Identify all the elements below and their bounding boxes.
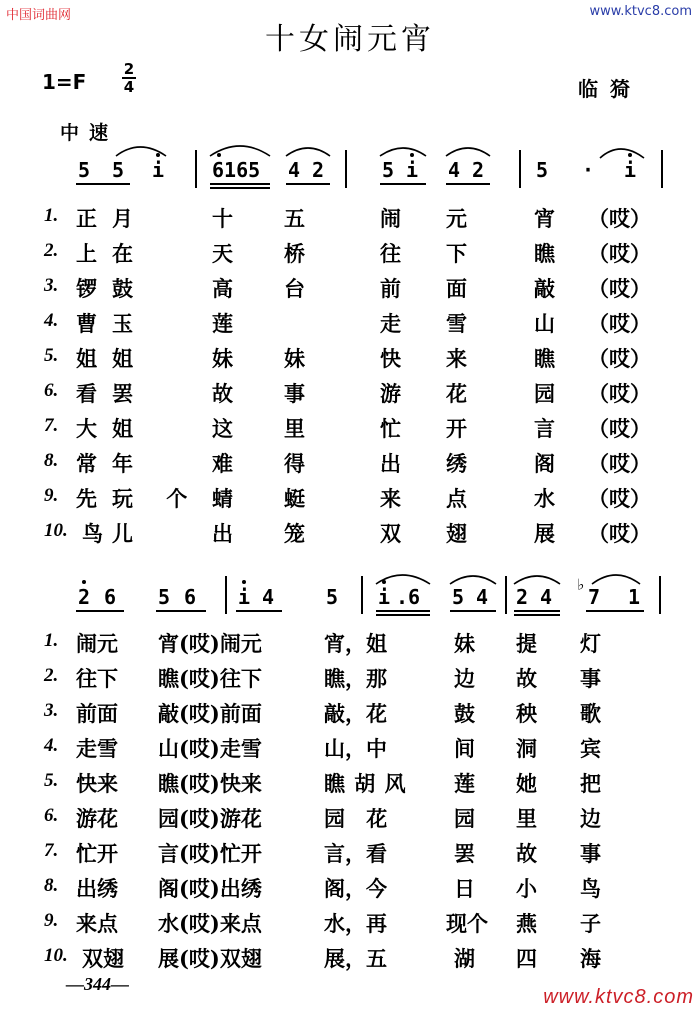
lyric: 歌 bbox=[580, 701, 601, 726]
verse-number: 8. bbox=[44, 450, 59, 471]
lyric: 边 bbox=[580, 806, 601, 831]
lyric: （哎） bbox=[588, 486, 651, 511]
lyric: （哎） bbox=[588, 416, 651, 441]
lyric: 正 bbox=[76, 206, 97, 231]
note: 5 bbox=[158, 585, 171, 609]
lyric: 鸟 bbox=[580, 876, 601, 901]
lyric: 事 bbox=[284, 381, 305, 406]
lyric: 事 bbox=[580, 666, 601, 691]
lyric: 罢 bbox=[454, 841, 475, 866]
lyric: 上 bbox=[76, 241, 97, 266]
time-signature-bottom: 4 bbox=[123, 78, 135, 96]
lyric: 笼 bbox=[284, 521, 305, 546]
lyric: 敲(哎)前面 bbox=[158, 701, 262, 726]
verse-number: 10. bbox=[44, 945, 68, 966]
lyric: 妹 bbox=[284, 346, 305, 371]
lyric: 把 bbox=[580, 771, 601, 796]
lyric: 园(哎)游花 bbox=[158, 806, 262, 831]
lyric: 出 bbox=[380, 451, 401, 476]
watermark-bottom-right[interactable]: www.ktvc8.com bbox=[543, 986, 694, 1008]
lyric: 往 bbox=[380, 241, 401, 266]
verse-number: 10. bbox=[44, 520, 68, 541]
lyric: 边 bbox=[454, 666, 475, 691]
lyric: 鼓 bbox=[454, 701, 475, 726]
lyric: 妹 bbox=[454, 631, 475, 656]
lyric: 出绣 bbox=[76, 876, 118, 901]
lyric: 这 bbox=[212, 416, 233, 441]
lyric: 雪 bbox=[446, 311, 467, 336]
note: 2 bbox=[312, 158, 325, 182]
note: 5 bbox=[452, 585, 465, 609]
lyric: 桥 bbox=[284, 241, 305, 266]
verse-number: 9. bbox=[44, 910, 59, 931]
lyric: 阁 bbox=[534, 451, 555, 476]
lyric: 故 bbox=[516, 666, 537, 691]
tempo-marking: 中速 bbox=[60, 122, 119, 144]
lyric: 敲 bbox=[534, 276, 555, 301]
note: 1 bbox=[628, 585, 641, 609]
lyric: 宵，姐 bbox=[324, 631, 387, 656]
lyric: 小 bbox=[516, 876, 537, 901]
lyric: 游花 bbox=[76, 806, 118, 831]
note: i bbox=[152, 158, 165, 182]
verse-number: 1. bbox=[44, 205, 59, 226]
lyric: 翅 bbox=[446, 521, 467, 546]
lyric: 天 bbox=[212, 241, 233, 266]
lyric: 台 bbox=[284, 276, 305, 301]
note: 7 bbox=[588, 585, 601, 609]
lyric: 园 bbox=[534, 381, 555, 406]
lyric: 闹元 bbox=[76, 631, 118, 656]
lyric: 来 bbox=[380, 486, 401, 511]
note: 4 bbox=[448, 158, 461, 182]
lyric: 园 花 bbox=[324, 806, 388, 831]
lyric: 来点 bbox=[76, 911, 118, 936]
verse-number: 3. bbox=[44, 275, 59, 296]
lyric: 瞧 bbox=[534, 241, 555, 266]
verse-number: 1. bbox=[44, 630, 59, 651]
lyric: 前面 bbox=[76, 701, 118, 726]
lyric: 敲，花 bbox=[324, 701, 387, 726]
lyric: 月 bbox=[112, 206, 133, 231]
notation-line-2 bbox=[76, 575, 660, 615]
lyric: 儿 bbox=[112, 521, 133, 546]
lyric: 双翅 bbox=[82, 946, 124, 971]
note: 4 bbox=[476, 585, 489, 609]
lyric: 四 bbox=[516, 946, 537, 971]
lyric: 蜓 bbox=[284, 486, 305, 511]
lyric: 开 bbox=[446, 416, 467, 441]
lyric: 宾 bbox=[580, 736, 601, 761]
lyric: 面 bbox=[446, 276, 467, 301]
lyric: 十 bbox=[212, 206, 233, 231]
verse-number: 5. bbox=[44, 345, 59, 366]
lyric: （哎） bbox=[588, 451, 651, 476]
lyric: 往下 bbox=[76, 666, 118, 691]
verse-number: 2. bbox=[44, 665, 59, 686]
lyric: 莲 bbox=[454, 771, 475, 796]
lyric: 绣 bbox=[446, 451, 467, 476]
lyric: 现个 bbox=[446, 911, 488, 936]
lyric: 看 bbox=[76, 381, 97, 406]
lyric: （哎） bbox=[588, 276, 651, 301]
verse-number: 6. bbox=[44, 805, 59, 826]
lyric: 日 bbox=[454, 876, 475, 901]
lyric: 先 bbox=[76, 486, 97, 511]
note: · bbox=[582, 158, 595, 182]
lyric: 难 bbox=[212, 451, 233, 476]
note: 4 bbox=[262, 585, 275, 609]
lyric: 点 bbox=[446, 486, 467, 511]
lyric: 子 bbox=[580, 911, 601, 936]
lyric: 妹 bbox=[212, 346, 233, 371]
lyric: 罢 bbox=[112, 381, 133, 406]
lyric: 言，看 bbox=[324, 841, 387, 866]
watermark-left: 中国词曲网 bbox=[6, 8, 72, 23]
song-title: 十女闹元宵 bbox=[265, 22, 435, 57]
note: 2 bbox=[78, 585, 91, 609]
time-signature-top: 2 bbox=[123, 60, 135, 78]
lyric: 玩 个 bbox=[112, 486, 188, 511]
lyric: 言 bbox=[534, 416, 555, 441]
lyric: 里 bbox=[284, 416, 305, 441]
note: 6 bbox=[104, 585, 117, 609]
lyric: 提 bbox=[516, 631, 537, 656]
lyric: 姐 bbox=[112, 346, 133, 371]
lyric: 游 bbox=[380, 381, 401, 406]
lyric: 快 bbox=[380, 346, 401, 371]
lyric: 她 bbox=[516, 771, 537, 796]
lyric: 瞧 bbox=[534, 346, 555, 371]
lyric: 水(哎)来点 bbox=[158, 911, 262, 936]
lyric: （哎） bbox=[588, 521, 651, 546]
note: 5 bbox=[78, 158, 91, 182]
lyric: 走 bbox=[380, 311, 401, 336]
lyric: 园 bbox=[454, 806, 475, 831]
page-number: —344— bbox=[66, 974, 129, 994]
lyric: 宵 bbox=[534, 206, 555, 231]
lyric: 故 bbox=[212, 381, 233, 406]
lyric: 出 bbox=[212, 521, 233, 546]
lyric: 海 bbox=[580, 946, 601, 971]
note: 4 bbox=[288, 158, 301, 182]
lyric: 洞 bbox=[516, 736, 537, 761]
note: 4 bbox=[540, 585, 553, 609]
note: i bbox=[624, 158, 637, 182]
lyric: （哎） bbox=[588, 311, 651, 336]
verse-number: 8. bbox=[44, 875, 59, 896]
lyric: 间 bbox=[454, 736, 475, 761]
lyric: 莲 bbox=[212, 311, 233, 336]
lyric: 秧 bbox=[516, 701, 537, 726]
lyric: 曹 bbox=[76, 311, 97, 336]
lyric: 展(哎)双翅 bbox=[158, 946, 262, 971]
flat-sign: ♭ bbox=[576, 575, 586, 594]
lyric: 展，五 bbox=[324, 946, 387, 971]
note: 5 bbox=[112, 158, 125, 182]
lyric: 灯 bbox=[580, 631, 601, 656]
note: 5 bbox=[536, 158, 549, 182]
lyric: 瞧(哎)快来 bbox=[158, 771, 262, 796]
note: i bbox=[238, 585, 251, 609]
lyric: 山 bbox=[534, 311, 555, 336]
lyric: 宵(哎)闹元 bbox=[158, 631, 262, 656]
lyric: （哎） bbox=[588, 381, 651, 406]
lyric: 姐 bbox=[76, 346, 97, 371]
lyric: 山，中 bbox=[324, 736, 387, 761]
lyric: 走雪 bbox=[76, 736, 118, 761]
note: 5 bbox=[382, 158, 395, 182]
lyric: 展 bbox=[534, 521, 555, 546]
lyric: 事 bbox=[580, 841, 601, 866]
lyric: 玉 bbox=[112, 311, 133, 336]
note: 6165 bbox=[212, 158, 261, 182]
lyric: 大 bbox=[76, 416, 97, 441]
lyric: 下 bbox=[446, 241, 467, 266]
verse-number: 7. bbox=[44, 840, 59, 861]
lyric: 水，再 bbox=[324, 911, 387, 936]
lyric: 高 bbox=[212, 276, 233, 301]
note: i bbox=[406, 158, 419, 182]
lyric: 阁(哎)出绣 bbox=[158, 876, 262, 901]
lyric: 鸟 bbox=[82, 521, 103, 546]
key-signature: 1=F bbox=[42, 70, 87, 94]
lyric: 双 bbox=[380, 521, 401, 546]
lyric: 在 bbox=[112, 241, 133, 266]
lyric: 常 bbox=[76, 451, 97, 476]
lyric: 湖 bbox=[454, 946, 475, 971]
lyric: 阁，今 bbox=[324, 876, 387, 901]
note: 2 bbox=[472, 158, 485, 182]
lyric: 快来 bbox=[76, 771, 118, 796]
lyric: 锣 bbox=[76, 276, 97, 301]
verse-number: 6. bbox=[44, 380, 59, 401]
lyric: 水 bbox=[534, 486, 555, 511]
lyric: 来 bbox=[446, 346, 467, 371]
lyric: 闹 bbox=[380, 206, 401, 231]
lyric: 姐 bbox=[112, 416, 133, 441]
note: 2 bbox=[516, 585, 529, 609]
lyric: 忙开 bbox=[76, 841, 118, 866]
verse-number: 9. bbox=[44, 485, 59, 506]
verse-number: 4. bbox=[44, 310, 59, 331]
lyric: 故 bbox=[516, 841, 537, 866]
lyric: 瞧(哎)往下 bbox=[158, 666, 262, 691]
note: 5 bbox=[326, 585, 339, 609]
verse-number: 5. bbox=[44, 770, 59, 791]
lyric: 瞧 胡 风 bbox=[324, 771, 406, 796]
verse-number: 4. bbox=[44, 735, 59, 756]
lyric: 言(哎)忙开 bbox=[158, 841, 262, 866]
verse-number: 3. bbox=[44, 700, 59, 721]
lyric: 花 bbox=[446, 381, 467, 406]
lyric: 前 bbox=[380, 276, 401, 301]
lyric: 元 bbox=[446, 206, 467, 231]
lyric: 鼓 bbox=[112, 276, 133, 301]
notation-line-1 bbox=[76, 146, 662, 188]
lyric: 年 bbox=[112, 451, 133, 476]
verse-number: 2. bbox=[44, 240, 59, 261]
verse-number: 7. bbox=[44, 415, 59, 436]
region-label: 临猗 bbox=[578, 77, 642, 101]
lyric: 得 bbox=[284, 451, 305, 476]
lyric: 忙 bbox=[380, 416, 401, 441]
note: .6 bbox=[396, 585, 421, 609]
lyric: （哎） bbox=[588, 346, 651, 371]
note: 6 bbox=[184, 585, 197, 609]
lyric: 燕 bbox=[516, 911, 537, 936]
note: i bbox=[378, 585, 391, 609]
lyric: （哎） bbox=[588, 206, 651, 231]
watermark-right[interactable]: www.ktvc8.com bbox=[589, 4, 692, 19]
lyric: 山(哎)走雪 bbox=[158, 736, 262, 761]
lyric: 里 bbox=[516, 806, 537, 831]
lyric: 瞧，那 bbox=[324, 666, 387, 691]
lyric: （哎） bbox=[588, 241, 651, 266]
lyric: 五 bbox=[284, 206, 305, 231]
lyric: 蜻 bbox=[212, 486, 233, 511]
